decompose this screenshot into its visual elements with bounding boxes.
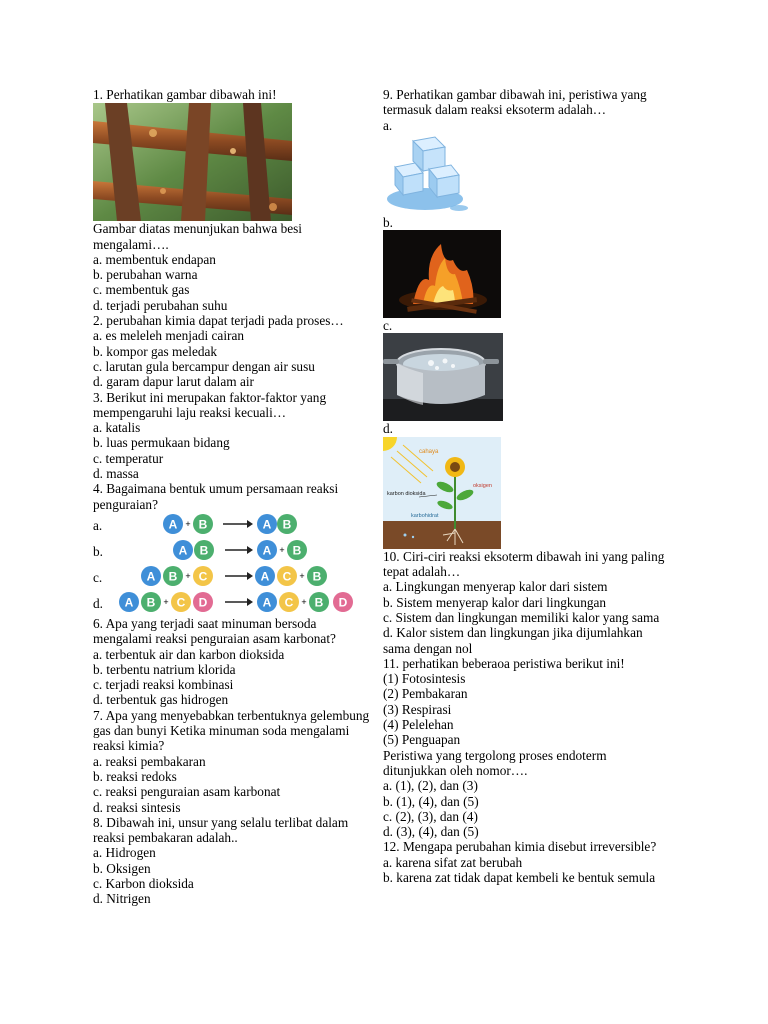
svg-text:B: B [146,595,156,610]
equation-b-diagram [171,538,313,564]
q7-title: 7. Apa yang menyebabkan terbentuknya gelembung gas dan bunyi Ketika minuman soda mengalami reaksi kimia? [93,707,370,754]
q6-option-c: c. terjadi reaksi kombinasi [93,677,234,693]
q12-option-a: a. karena sifat zat berubah [383,854,523,870]
q7-option-b: b. reaksi redoks [93,768,177,784]
equation-d-diagram [117,590,367,616]
q7-option-c: c. reaksi penguraian asam karbonat [93,784,281,800]
svg-text:B: B [168,569,178,584]
q1-option-a: a. membentuk endapan [93,251,216,267]
left-column [93,87,373,907]
q9-option-a: a. [383,117,393,133]
q4-option-c: c. [93,569,103,585]
q3-title: 3. Berikut ini merupakan faktor-faktor yang mempengaruhi laju reaksi kecuali… [93,389,327,420]
q1-option-b: b. perubahan warna [93,267,198,283]
q1-stem: Gambar diatas menunjukan bahwa besi mengalami…. [93,221,302,252]
q10-title: 10. Ciri-ciri reaksi eksoterm dibawah ini yang paling tepat adalah… [383,548,665,580]
q9-option-d: d. [383,421,393,437]
svg-text:A: A [262,595,272,610]
q1-option-d: d. terjadi perubahan suhu [93,297,228,313]
q9-title: 9. Perhatikan gambar dibawah ini, peristiwa yang termasuk dalam reaksi eksoterm adalah… [383,87,647,118]
svg-text:B: B [198,517,208,532]
q11-title: 11. perhatikan beberaoa peristiwa berikut ini! [383,655,625,671]
q1-title: 1. Perhatikan gambar dibawah ini! [93,87,277,102]
svg-text:B: B [292,543,302,558]
q11-item-4: (4) Pelelehan [383,717,454,733]
q6-title: 6. Apa yang terjadi saat minuman bersoda mengalami reaksi penguraian asam karbonat? [93,615,336,647]
q3-option-a: a. katalis [93,420,141,436]
q12-title: 12. Mengapa perubahan kimia disebut irreversible? [383,839,657,855]
boiling-pot-image [383,333,503,421]
svg-text:A: A [260,569,270,584]
q3-option-d: d. massa [93,466,139,482]
svg-text:B: B [199,543,209,558]
svg-text:+: + [185,570,191,581]
label-karbohidrat: karbohidrat [411,512,439,519]
svg-text:B: B [314,595,324,610]
q10-option-a: a. Lingkungan menyerap kalor dari sistem [383,579,608,595]
q11-option-c: c. (2), (3), dan (4) [383,808,478,824]
q10-option-b: b. Sistem menyerap kalor dari lingkungan [383,594,607,610]
q9-option-c: c. [383,318,393,334]
svg-text:C: C [198,569,208,584]
q2-option-c: c. larutan gula bercampur dengan air susu [93,358,315,374]
q8-title: 8. Dibawah ini, unsur yang selalu terlibat dalam reaksi pembakaran adalah.. [93,814,349,846]
q9-option-b: b. [383,214,393,230]
q2-option-b: b. kompor gas meledak [93,343,218,359]
q11-item-5: (5) Penguapan [383,732,461,748]
right-column [383,87,668,885]
label-karbon-dioksida: karbon dioksida [387,490,426,497]
ice-cubes-image [383,133,473,215]
rusty-iron-photo [93,103,292,221]
svg-text:D: D [198,595,208,610]
q11-option-a: a. (1), (2), dan (3) [383,778,478,794]
svg-text:+: + [301,596,307,607]
svg-text:B: B [312,569,322,584]
svg-text:C: C [282,569,292,584]
q4-option-d-row [93,590,373,616]
svg-text:A: A [262,517,272,532]
q8-option-a: a. Hidrogen [93,845,156,861]
q3-option-c: c. temperatur [93,450,164,466]
q11-item-1: (1) Fotosintesis [383,671,466,687]
q3-option-b: b. luas permukaan bidang [93,435,230,451]
q6-option-b: b. terbentu natrium klorida [93,661,236,677]
svg-text:+: + [279,544,285,555]
q2-option-d: d. garam dapur larut dalam air [93,374,254,390]
equation-a-diagram [161,512,303,538]
q11-item-3: (3) Respirasi [383,701,452,717]
photosynthesis-drawing [383,437,501,549]
q8-option-b: b. Oksigen [93,860,151,876]
photosynthesis-diagram [383,437,501,549]
q11-option-b: b. (1), (4), dan (5) [383,793,479,809]
q4-option-d: d. [93,595,103,611]
q6-option-d: d. terbentuk gas hidrogen [93,692,229,708]
svg-text:A: A [146,569,156,584]
q4-option-c-row [93,564,373,590]
q4-title: 4. Bagaimana bentuk umum persamaan reaksi penguraian? [93,481,339,512]
equation-c-diagram [139,564,339,590]
q7-option-a: a. reaksi pembakaran [93,753,206,769]
svg-text:D: D [338,595,348,610]
q4-option-a-row [93,512,373,538]
svg-text:A: A [168,517,178,532]
bonfire-image [383,230,501,318]
svg-text:C: C [284,595,294,610]
q11-item-2: (2) Pembakaran [383,686,468,702]
q1-option-c: c. membentuk gas [93,282,190,298]
q11-option-d: d. (3), (4), dan (5) [383,824,479,840]
svg-text:A: A [124,595,134,610]
q11-stem: Peristiwa yang tergolong proses endoterm ditunjukkan oleh nomor…. [383,747,607,778]
svg-text:+: + [185,518,191,529]
boiling-pot-drawing [383,333,503,421]
q2-title: 2. perubahan kimia dapat terjadi pada proses… [93,313,344,329]
q10-option-c: c. Sistem dan lingkungan memiliki kalor yang sama [383,609,660,625]
q4-option-b-row [93,538,373,564]
svg-text:+: + [299,570,305,581]
bonfire-drawing [383,230,501,318]
svg-text:+: + [163,596,169,607]
ice-cubes-drawing [383,133,473,215]
q7-option-d: d. reaksi sintesis [93,799,181,815]
svg-text:A: A [262,543,272,558]
svg-text:C: C [176,595,186,610]
q12-option-b: b. karena zat tidak dapat kembeli ke bentuk semula [383,870,656,886]
q4-option-b: b. [93,543,103,559]
svg-text:A: A [178,543,188,558]
q8-option-c: c. Karbon dioksida [93,875,194,891]
q8-option-d: d. Nitrigen [93,891,151,907]
q10-option-d: d. Kalor sistem dan lingkungan jika dijumlahkan sama dengan nol [383,625,643,656]
label-oksigen: oksigen [473,482,492,489]
q4-option-a: a. [93,517,103,533]
label-cahaya: cahaya [419,448,439,455]
svg-text:B: B [282,517,292,532]
rusty-iron-image [93,103,292,221]
q2-option-a: a. es meleleh menjadi cairan [93,328,244,344]
q6-option-a: a. terbentuk air dan karbon dioksida [93,646,285,662]
